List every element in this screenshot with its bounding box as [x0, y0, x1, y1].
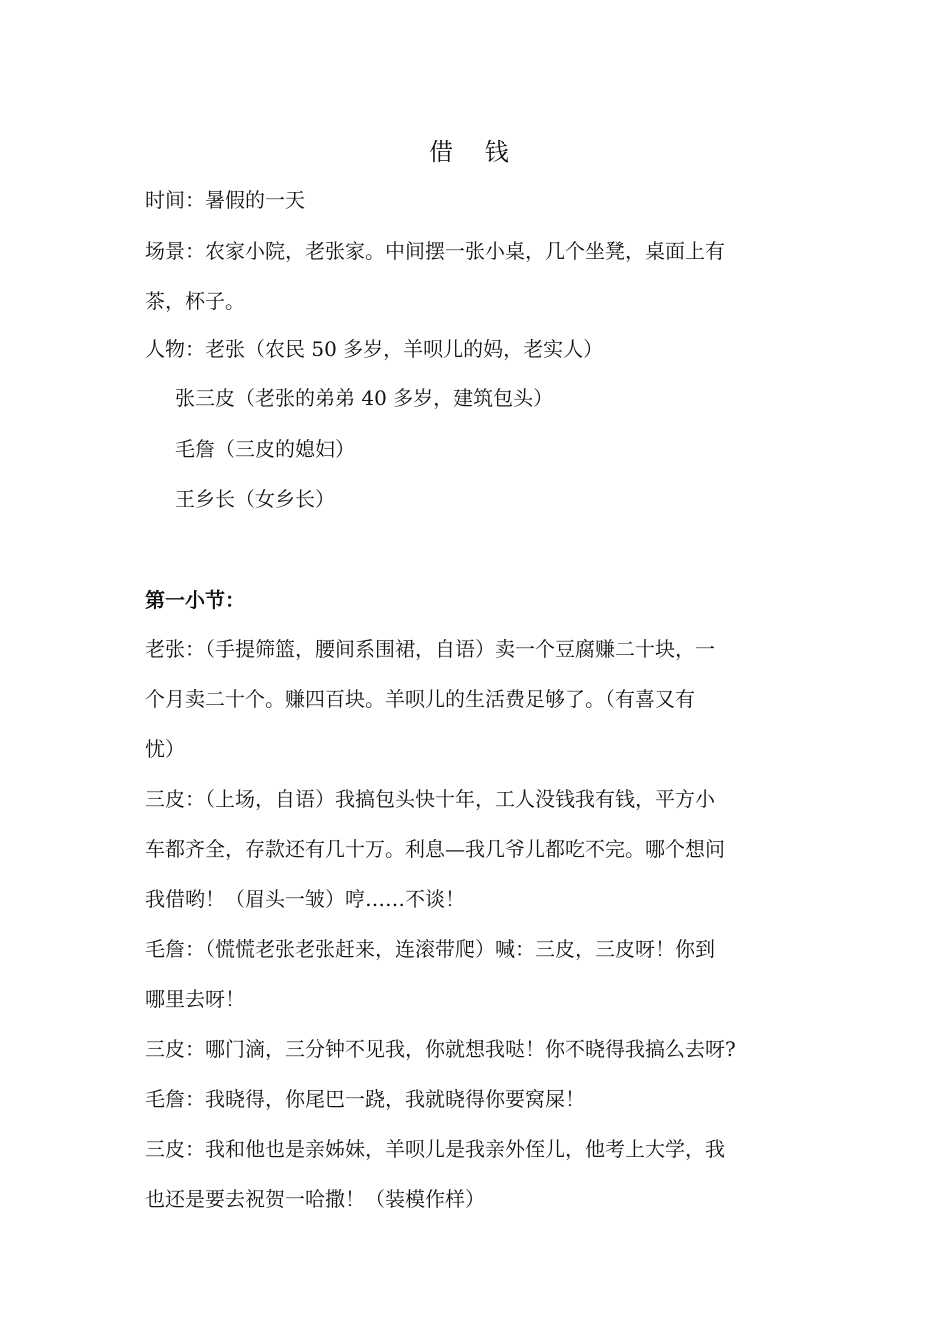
dialogue-line: 三皮：我和他也是亲姊妹，羊呗儿是我亲外侄儿，他考上大学，我	[145, 1137, 725, 1161]
dialogue-line: 三皮：（上场，自语）我搞包头快十年，工人没钱我有钱，平方小	[145, 787, 715, 811]
dialogue-line: 车都齐全，存款还有几十万。利息—我几爷儿都吃不完。哪个想问	[145, 837, 725, 861]
character-maozhan: 毛詹（三皮的媳妇）	[175, 437, 355, 461]
character-wang: 王乡长（女乡长）	[175, 487, 335, 511]
characters-line: 人物：老张（农民 50 多岁，羊呗儿的妈，老实人）	[145, 337, 604, 361]
document-title: 借 钱	[429, 138, 521, 166]
dialogue-line: 老张：（手提筛篮，腰间系围裙，自语）卖一个豆腐赚二十块，一	[145, 637, 715, 661]
dialogue-line: 哪里去呀！	[145, 987, 245, 1011]
dialogue-line: 也还是要去祝贺一哈撒！（装模作样）	[145, 1187, 485, 1211]
dialogue-line: 个月卖二十个。赚四百块。羊呗儿的生活费足够了。（有喜又有	[145, 687, 695, 711]
dialogue-line: 三皮：哪门滴，三分钟不见我，你就想我哒！你不晓得我搞么去呀?	[145, 1037, 736, 1061]
dialogue-line: 忧）	[145, 737, 185, 761]
dialogue-line: 毛詹：（慌慌老张老张赶来，连滚带爬）喊：三皮，三皮呀！你到	[145, 937, 715, 961]
section-heading: 第一小节：	[145, 588, 245, 612]
character-sanpi: 张三皮（老张的弟弟 40 多岁，建筑包头）	[175, 386, 554, 410]
scene-line-1: 场景：农家小院，老张家。中间摆一张小桌，几个坐凳，桌面上有	[145, 239, 725, 263]
time-line: 时间：暑假的一天	[145, 188, 305, 212]
dialogue-line: 我借哟！（眉头一皱）哼……不谈！	[145, 887, 465, 911]
dialogue-line: 毛詹：我晓得，你尾巴一跷，我就晓得你要窝屎！	[145, 1087, 585, 1111]
scene-line-2: 茶，杯子。	[145, 289, 245, 313]
